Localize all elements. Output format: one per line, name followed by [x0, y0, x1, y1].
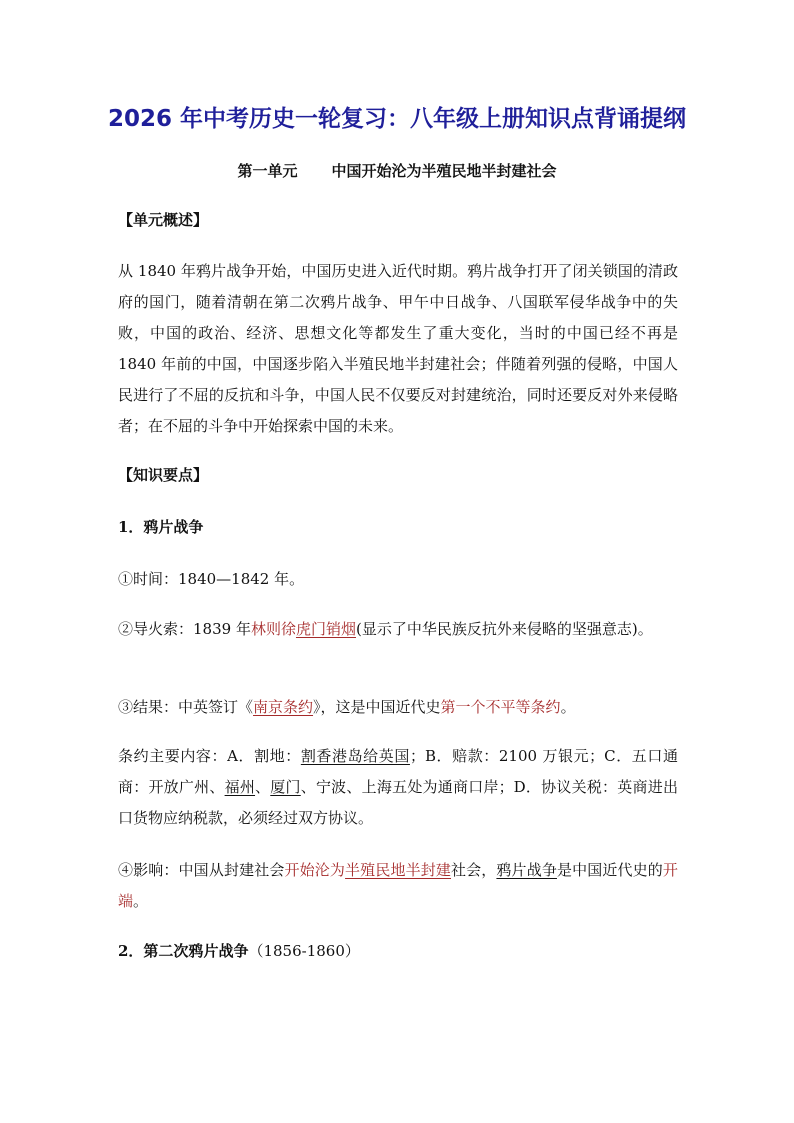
document-title: 2026 年中考历史一轮复习：八年级上册知识点背诵提纲 [107, 106, 687, 132]
impact-end: 。 [133, 892, 149, 910]
overview-text: 从 1840 年鸦片战争开始，中国历史进入近代时期。鸦片战争打开了闭关锁国的清政府的国门，随着清朝在第二次鸦片战争、甲午中日战争、八国联军侵华战争中的失败，中国的政治、经济、思想文化等都发生了重大变化，当时的中国已经不再是 1840 年前的中国，中国逐步陷入半殖民地半封建社会；伴随着列强的侵略，中国人民进行了不屈的反抗和斗争，中国人民不仅要反对封建统治，同时还要反对外来侵略者；在不屈的斗争中开始探索中国的未来。 [118, 262, 678, 435]
section2-years: （1856-1860） [248, 942, 360, 960]
impact-prefix: ④影响：中国从封建社会 [118, 861, 285, 879]
treaty-text-3: 、 [255, 778, 271, 796]
impact-mid: 社会， [451, 861, 497, 879]
section1-time: ①时间：1840—1842 年。 [118, 570, 305, 588]
treaty-port-xiamen: 厦门 [270, 778, 301, 796]
key-points-heading: 【知识要点】 [118, 466, 209, 484]
result-end: 。 [560, 698, 576, 716]
impact-mid-2: 是中国近代史的 [556, 861, 663, 879]
treaty-text-1: 条约主要内容：A．割地： [118, 747, 301, 765]
unit-label: 第一单元 [237, 162, 298, 180]
section1-result [118, 696, 576, 717]
treaty-port-fuzhou: 福州 [224, 778, 256, 796]
fuse-suffix: (显示了中华民族反抗外来侵略的坚强意志)。 [355, 620, 653, 638]
result-middle: 》，这是中国近代史 [313, 698, 441, 716]
section1-heading: 1．鸦片战争 [118, 518, 204, 536]
section1-impact [118, 855, 678, 917]
impact-red-1: 开始沦为 [284, 861, 346, 879]
treaty-text-4: 、宁波、上海五处为通商口岸；D．协议关税：英商进出口货物应纳税款，必须经过双方协议。 [118, 778, 678, 827]
result-treaty: 南京条约 [253, 698, 314, 716]
treaty-text-2: ；B．赔款：2100 万银元；C．五口通商：开放广州、 [118, 747, 678, 796]
impact-opium-war: 鸦片战争 [496, 861, 557, 879]
fuse-person: 林则徐 [250, 620, 296, 638]
overview-heading: 【单元概述】 [118, 211, 209, 229]
fuse-event: 虎门销烟 [295, 620, 356, 638]
treaty-cession: 割香港岛给英国 [300, 747, 410, 765]
section2-heading: 2．第二次鸦片战争 [118, 942, 249, 960]
section1-fuse [118, 614, 678, 645]
result-highlight: 第一个不平等条约 [440, 698, 561, 716]
impact-red-2: 开端 [118, 861, 678, 910]
section2-heading-line [118, 940, 360, 961]
impact-semicolonial: 半殖民地半封建 [345, 861, 451, 879]
result-prefix: ③结果：中英签订《 [118, 698, 254, 716]
unit-heading [0, 160, 794, 181]
unit-name: 中国开始沦为半殖民地半封建社会 [331, 162, 557, 180]
section1-treaty-content [118, 741, 678, 834]
fuse-prefix: ②导火索：1839 年 [118, 620, 251, 638]
